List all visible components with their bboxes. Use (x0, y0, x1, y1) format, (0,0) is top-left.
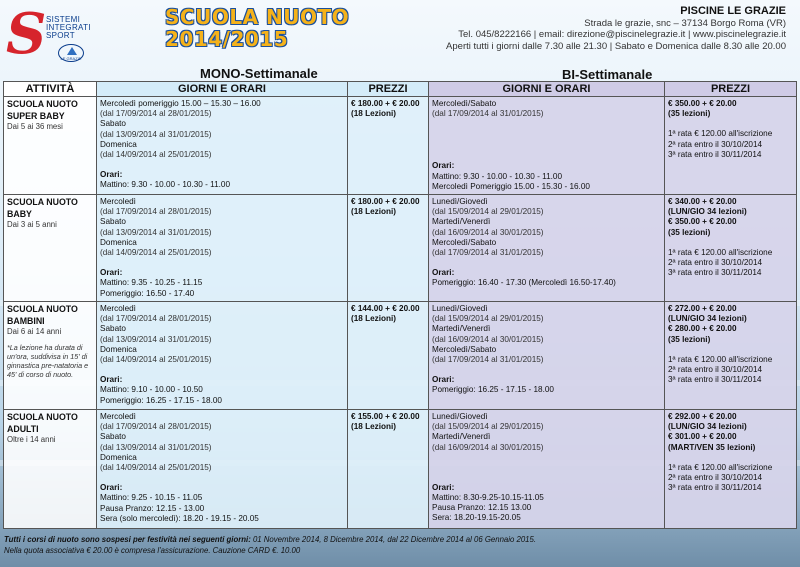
mono-schedule-cell: Mercoledì pomeriggio 15.00 – 15.30 – 16.00 (dal 17/09/2014 al 28/01/2015) Sabato (dal 13/09/2014 al 31/01/2015) Domenica (dal 14/09/2014 al 25/01/2015) Orari: Mattino: 9.30 - 10.00 - 10.30 - 11.00 (97, 97, 348, 195)
activity-cell: SCUOLA NUOTO BAMBINI Dai 6 ai 14 anni *La lezione ha durata di un'ora, suddivisa in 15' di ginnastica pre-natatoria e 45' di corso di nuoto. (4, 302, 97, 410)
table-row (4, 302, 797, 410)
mono-schedule-cell: Mercoledì (dal 17/09/2014 al 28/01/2015) Sabato (dal 13/09/2014 al 31/01/2015) Domenica (dal 14/09/2014 al 25/01/2015) Orari: Mattino: 9.10 - 10.00 - 10.50 Pomeriggio: 16.25 - 17.15 - 18.00 (97, 302, 348, 410)
header-bi-price: PREZZI (665, 82, 797, 97)
header-mono-days: GIORNI E ORARI (97, 82, 348, 97)
bi-price-cell: € 292.00 + € 20.00 (LUN/GIO 34 lezioni) € 301.00 + € 20.00 (MART/VEN 35 lezioni) 1ª rata € 120.00 all'iscrizione 2ª rata entro il 30/10/2014 3ª rata entro il 30/11/2014 (665, 410, 797, 529)
bi-price-cell: € 272.00 + € 20.00 (LUN/GIO 34 lezioni) € 280.00 + € 20.00 (35 lezioni) 1ª rata € 120.00 all'iscrizione 2ª rata entro il 30/10/2014 3ª rata entro il 30/11/2014 (665, 302, 797, 410)
activity-cell: SCUOLA NUOTO BABY Dai 3 ai 5 anni (4, 195, 97, 302)
footer-dates: 01 Novembre 2014, 8 Dicembre 2014, dal 22 Dicembre 2014 al 06 Gennaio 2015. (250, 535, 536, 544)
mono-price-cell: € 180.00 + € 20.00 (18 Lezioni) (348, 97, 429, 195)
company-address: Strada le grazie, snc – 37134 Borgo Roma (VR) (584, 17, 786, 29)
company-name: PISCINE LE GRAZIE (680, 5, 786, 17)
logo-text: SISTEMI INTEGRATI SPORT (46, 15, 91, 40)
mono-price-cell: € 155.00 + € 20.00 (18 Lezioni) (348, 410, 429, 529)
bi-price-cell: € 340.00 + € 20.00 (LUN/GIO 34 lezioni) € 350.00 + € 20.00 (35 lezioni) 1ª rata € 120.00 all'iscrizione 2ª rata entro il 30/10/2014 3ª rata entro il 30/11/2014 (665, 195, 797, 302)
footer-insurance: Nella quota associativa € 20.00 è compresa l'assicurazione. Cauzione CARD €. 10.00 (4, 546, 301, 555)
mono-schedule-cell: Mercoledì (dal 17/09/2014 al 28/01/2015) Sabato (dal 13/09/2014 al 31/01/2015) Domenica (dal 14/09/2014 al 25/01/2015) Orari: Mattino: 9.25 - 10.15 - 11.05 Pausa Pranzo: 12.15 - 13.00 Sera (solo mercoledì): 18.20 - 19.15 - 20.05 (97, 410, 348, 529)
header-activity: ATTIVITÀ (4, 82, 97, 97)
section-mono-title: MONO-Settimanale (200, 66, 318, 81)
activity-note: *La lezione ha durata di un'ora, suddivisa in 15' di ginnastica pre-natatoria e 45' di corso di nuoto. (7, 343, 89, 380)
logo-s-icon: S (6, 1, 47, 67)
bi-schedule-cell: Lunedì/Giovedì (dal 15/09/2014 al 29/01/2015) Martedì/Venerdì (dal 16/09/2014 al 30/01/2015) Mercoledì/Sabato (dal 17/09/2014 al 31/01/2015) Orari: Pomeriggio: 16.25 - 17.15 - 18.00 (429, 302, 665, 410)
brand-logo (6, 1, 98, 67)
company-info (386, 6, 786, 52)
bi-schedule-cell: Mercoledì/Sabato (dal 17/09/2014 al 31/01/2015) Orari: Mattino: 9.30 - 10.00 - 10.30 - 11.00 Mercoledì Pomeriggio 15.00 - 15.30 - 16.00 (429, 97, 665, 195)
schedule-table (3, 81, 797, 529)
footer-lead: Tutti i corsi di nuoto sono sospesi per festività nei seguenti giorni: (4, 535, 251, 544)
header-mono-price: PREZZI (348, 82, 429, 97)
bi-schedule-cell: Lunedì/Giovedì (dal 15/09/2014 al 29/01/2015) Martedì/Venerdì (dal 16/09/2014 al 30/01/2015) Mercoledì/Sabato (dal 17/09/2014 al 31/01/2015) Orari: Pomeriggio: 16.40 - 17.30 (Mercoledì 16.50-17.40) (429, 195, 665, 302)
table-row (4, 410, 797, 529)
header-bi-days: GIORNI E ORARI (429, 82, 665, 97)
table-row (4, 195, 797, 302)
mono-price-cell: € 180.00 + € 20.00 (18 Lezioni) (348, 195, 429, 302)
page-title: SCUOLA NUOTO 2014/2015 (165, 5, 350, 51)
footer-notes (4, 534, 794, 556)
activity-cell: SCUOLA NUOTO SUPER BABY Dai 5 ai 36 mesi (4, 97, 97, 195)
company-hours: Aperti tutti i giorni dalle 7.30 alle 21.30 | Sabato e Domenica dalle 8.30 alle 20.00 (446, 40, 786, 52)
activity-cell: SCUOLA NUOTO ADULTI Oltre i 14 anni (4, 410, 97, 529)
bi-schedule-cell: Lunedì/Giovedì (dal 15/09/2014 al 29/01/2015) Martedì/Venerdì (dal 16/09/2014 al 30/01/2015) Orari: Mattino: 8.30-9.25-10.15-11.05 Pausa Pranzo: 12.15 13.00 Sera: 18.20-19.15-20.05 (429, 410, 665, 529)
company-contacts: Tel. 045/8222166 | email: direzione@piscinelegrazie.it | www.piscinelegrazie.it (458, 29, 786, 40)
section-bi-title: BI-Settimanale (562, 67, 653, 82)
logo-badge-icon: LE GRAZIE (58, 44, 84, 62)
mono-schedule-cell: Mercoledì (dal 17/09/2014 al 28/01/2015) Sabato (dal 13/09/2014 al 31/01/2015) Domenica (dal 14/09/2014 al 25/01/2015) Orari: Mattino: 9.35 - 10.25 - 11.15 Pomeriggio: 16.50 - 17.40 (97, 195, 348, 302)
header (0, 0, 800, 88)
table-row (4, 97, 797, 195)
table-header-row (4, 82, 797, 97)
mono-price-cell: € 144.00 + € 20.00 (18 Lezioni) (348, 302, 429, 410)
bi-price-cell: € 350.00 + € 20.00 (35 lezioni) 1ª rata € 120.00 all'iscrizione 2ª rata entro il 30/10/2014 3ª rata entro il 30/11/2014 (665, 97, 797, 195)
